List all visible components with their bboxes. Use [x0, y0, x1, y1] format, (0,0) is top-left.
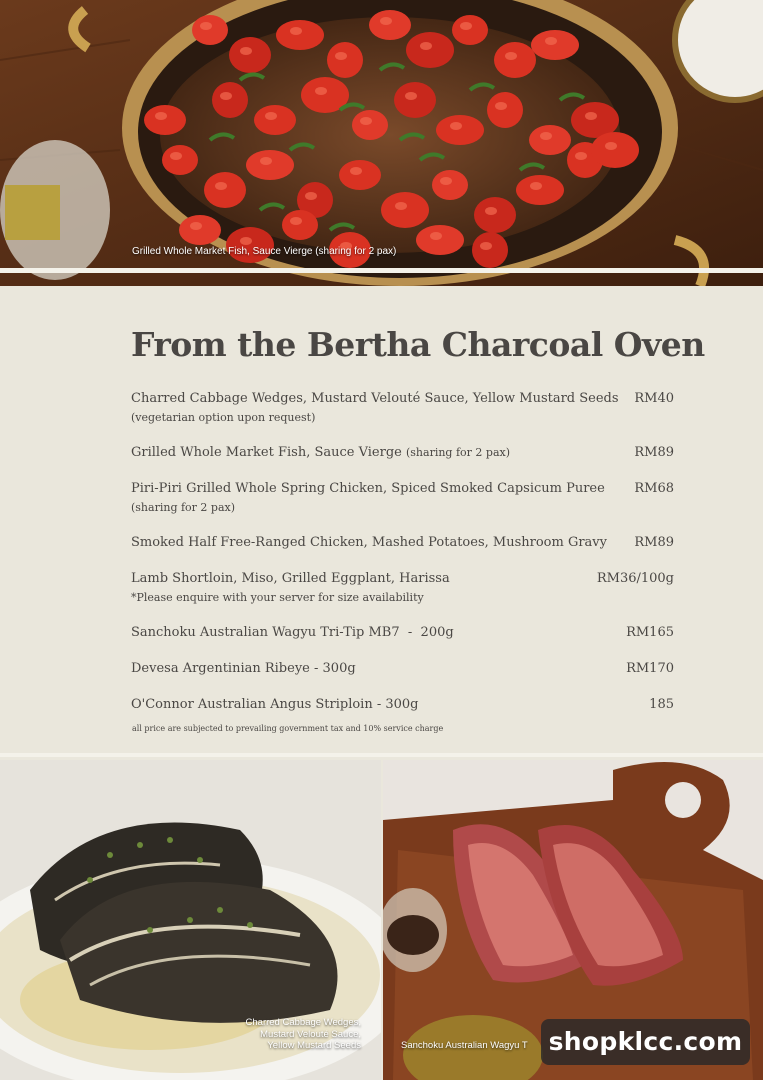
- tomato-highlight: [585, 112, 597, 120]
- tomato-highlight: [405, 92, 417, 100]
- herb-piece: [380, 64, 404, 70]
- tomato-highlight: [200, 22, 212, 30]
- tomato-highlight: [335, 52, 347, 60]
- menu-item-name: Lamb Shortloin, Miso, Grilled Eggplant, Harissa: [131, 571, 450, 586]
- tomato-highlight: [540, 132, 552, 140]
- tomato-piece: [179, 215, 221, 245]
- caption-line: Mustard Velouté Sauce,: [260, 1028, 361, 1040]
- herb-piece: [520, 164, 544, 170]
- tomato-highlight: [360, 117, 372, 125]
- menu-item: [131, 534, 674, 552]
- tomato-piece: [162, 145, 198, 175]
- tomato-highlight: [215, 182, 227, 190]
- herb-piece: [340, 104, 364, 110]
- tomato-highlight: [495, 102, 507, 110]
- tomato-piece: [282, 210, 318, 240]
- tomato-piece: [487, 92, 523, 128]
- tomato-highlight: [290, 217, 302, 225]
- tomato-piece: [276, 20, 324, 50]
- menu-item-note: *Please enquire with your server for size availability: [131, 591, 424, 604]
- tomato-piece: [339, 160, 381, 190]
- tomato-piece: [192, 15, 228, 45]
- tomato-piece: [212, 82, 248, 118]
- tomato-piece: [204, 172, 246, 208]
- tomato-highlight: [305, 192, 317, 200]
- herb-piece: [330, 224, 354, 230]
- tomato-highlight: [545, 37, 557, 45]
- tomato-piece: [144, 105, 186, 135]
- tomato-highlight: [450, 122, 462, 130]
- menu-item-price: RM36/100g: [596, 571, 674, 586]
- tomato-piece: [529, 125, 571, 155]
- menu-item-note: (vegetarian option upon request): [131, 411, 316, 424]
- menu-item-name: Smoked Half Free-Ranged Chicken, Mashed Potatoes, Mushroom Gravy: [131, 535, 607, 550]
- menu-item: [131, 444, 674, 462]
- menu-item: [131, 390, 674, 426]
- menu-item-name: Sanchoku Australian Wagyu Tri-Tip MB7 - 200g: [131, 625, 454, 640]
- tomato-highlight: [440, 177, 452, 185]
- tomato-piece: [494, 42, 536, 78]
- tomato-highlight: [315, 87, 327, 95]
- menu-item-name: Devesa Argentinian Ribeye - 300g: [131, 661, 356, 676]
- herb-piece: [210, 134, 234, 140]
- menu-item-price: RM40: [634, 391, 674, 406]
- menu-item-price: RM68: [634, 481, 674, 496]
- menu-item-inline-note: (sharing for 2 pax): [405, 446, 511, 459]
- herb-piece: [260, 204, 284, 210]
- tomato-piece: [474, 197, 516, 233]
- herb-piece: [290, 144, 314, 150]
- tomato-topping: [0, 0, 763, 286]
- tomato-highlight: [350, 167, 362, 175]
- divider-rule: [0, 268, 763, 273]
- tomato-piece: [436, 115, 484, 145]
- menu-item: [131, 660, 674, 678]
- tomato-piece: [591, 132, 639, 168]
- herb-piece: [560, 94, 584, 100]
- tomato-highlight: [485, 207, 497, 215]
- menu-item-price: RM89: [634, 535, 674, 550]
- tomato-piece: [472, 232, 508, 268]
- menu-item-price: RM165: [626, 625, 674, 640]
- tomato-piece: [327, 42, 363, 78]
- tomato-highlight: [430, 232, 442, 240]
- tomato-highlight: [260, 157, 272, 165]
- herb-piece: [400, 134, 424, 140]
- tomato-highlight: [190, 222, 202, 230]
- tomato-highlight: [155, 112, 167, 120]
- menu-item-price: 185: [649, 697, 674, 712]
- menu-item-note: (sharing for 2 pax): [131, 501, 236, 514]
- hero-photo: [0, 0, 763, 286]
- caption-line: Charred Cabbage Wedges,: [245, 1017, 361, 1028]
- tomato-piece: [531, 30, 579, 60]
- hero-caption: Grilled Whole Market Fish, Sauce Vierge (sharing for 2 pax): [132, 246, 397, 257]
- menu-item-name: Piri-Piri Grilled Whole Spring Chicken, Spiced Smoked Capsicum Puree: [131, 481, 605, 496]
- caption-line: Yellow Mustard Seeds: [267, 1040, 361, 1051]
- tomato-piece: [226, 227, 274, 263]
- tomato-piece: [229, 37, 271, 73]
- cabbage-caption: [246, 1017, 361, 1052]
- tomato-highlight: [605, 142, 617, 150]
- menu-item-price: RM89: [634, 445, 674, 460]
- menu-item-name: Charred Cabbage Wedges, Mustard Velouté Sauce, Yellow Mustard Seeds: [131, 391, 619, 406]
- wagyu-caption: Sanchoku Australian Wagyu T: [401, 1040, 528, 1051]
- tomato-piece: [246, 150, 294, 180]
- tomato-piece: [254, 105, 296, 135]
- tomato-piece: [352, 110, 388, 140]
- section-title: From the Bertha Charcoal Oven: [131, 325, 705, 364]
- menu-item-price: RM170: [626, 661, 674, 676]
- tomato-highlight: [575, 152, 587, 160]
- tomato-highlight: [265, 112, 277, 120]
- tomato-piece: [406, 32, 454, 68]
- tomato-highlight: [220, 92, 232, 100]
- site-watermark: shopklcc.com: [541, 1019, 750, 1065]
- tomato-piece: [452, 15, 488, 45]
- herb-piece: [420, 154, 444, 160]
- tomato-highlight: [505, 52, 517, 60]
- tomato-highlight: [530, 182, 542, 190]
- menu-item-name: O'Connor Australian Angus Striploin - 300g: [131, 697, 419, 712]
- tomato-piece: [381, 192, 429, 228]
- tomato-highlight: [460, 22, 472, 30]
- tomato-highlight: [395, 202, 407, 210]
- tomato-piece: [416, 225, 464, 255]
- tomato-highlight: [240, 47, 252, 55]
- tomato-highlight: [290, 27, 302, 35]
- menu-item-name: Grilled Whole Market Fish, Sauce Vierge: [131, 445, 402, 460]
- tomato-piece: [369, 10, 411, 40]
- tomato-highlight: [240, 237, 252, 245]
- menu-item: [131, 696, 674, 714]
- tomato-highlight: [380, 17, 392, 25]
- tomato-highlight: [170, 152, 182, 160]
- divider-rule: [0, 753, 763, 757]
- menu-item: [131, 480, 674, 516]
- tomato-highlight: [480, 242, 492, 250]
- herb-piece: [240, 74, 264, 80]
- tomato-piece: [516, 175, 564, 205]
- tomato-highlight: [420, 42, 432, 50]
- tomato-piece: [394, 82, 436, 118]
- herb-piece: [470, 84, 494, 90]
- menu-item: [131, 624, 674, 642]
- price-disclaimer: all price are subjected to prevailing government tax and 10% service charge: [132, 724, 444, 733]
- menu-item: [131, 570, 674, 606]
- tomato-piece: [432, 170, 468, 200]
